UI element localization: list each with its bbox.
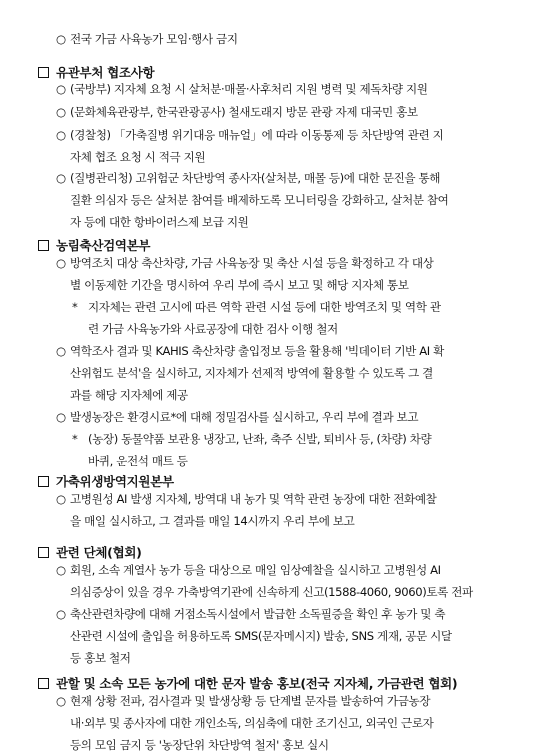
- section-heading: 유관부처 협조사항: [38, 63, 154, 81]
- checkbox-square-icon: [38, 678, 49, 689]
- checkbox-square-icon: [38, 67, 49, 78]
- list-item: ○ 축산관련차량에 대해 거점소독시설에서 발급한 소독필증을 확인 후 농가 및 축 산관련 시설에 출입을 허용하도록 SMS(문자메시지) 발송, SNS 게재, 공문 시달 등 홍보 철저: [56, 603, 452, 669]
- circle-bullet: ○: [56, 256, 66, 270]
- list-item: ○ (국방부) 지자체 요청 시 살처분·매몰·사후처리 지원 병력 및 제독차량 지원: [56, 78, 428, 100]
- list-item: ○ (질병관리청) 고위험군 차단방역 종사자(살처분, 매몰 등)에 대한 문진을 통해 질환 의심자 등은 살처분 참여를 배제하도록 모니터링을 강화하고, 살처분 참여 자 등에 대한 항바이러스제 보급 지원: [56, 167, 448, 233]
- circle-bullet: ○: [56, 694, 66, 708]
- sub-note: * (농장) 동물약품 보관용 냉장고, 난좌, 축주 신발, 퇴비사 등, (차량) 차량 바퀴, 운전석 매트 등: [72, 428, 431, 472]
- checkbox-square-icon: [38, 547, 49, 558]
- list-item: ○ 발생농장은 환경시료*에 대해 정밀검사를 실시하고, 우리 부에 결과 보고: [56, 406, 418, 428]
- checkbox-square-icon: [38, 240, 49, 251]
- section-heading: 가축위생방역지원본부: [38, 472, 174, 490]
- circle-bullet: ○: [56, 171, 66, 185]
- list-item: ○ (경찰청) 「가축질병 위기대응 매뉴얼」에 따라 이동통제 등 차단방역 관련 지 자체 협조 요청 시 적극 지원: [56, 124, 443, 168]
- circle-bullet: ○: [56, 82, 66, 96]
- asterisk-marker: *: [72, 300, 78, 314]
- list-item: ○ (문화체육관광부, 한국관광공사) 철새도래지 방문 관광 자제 대국민 홍보: [56, 101, 418, 123]
- checkbox-square-icon: [38, 476, 49, 487]
- circle-bullet: ○: [56, 410, 66, 424]
- list-item: ○ 현재 상황 전파, 검사결과 및 발생상황 등 단계별 문자를 발송하여 가금농장 내·외부 및 종사자에 대한 개인소독, 의심축에 대한 조기신고, 외국인 근로자 등의 모임 금지 등 '농장단위 차단방역 철저' 홍보 실시: [56, 690, 433, 756]
- circle-bullet: ○: [56, 105, 66, 119]
- list-item: ○ 방역조치 대상 축산차량, 가금 사육농장 및 축산 시설 등을 확정하고 각 대상 별 이동제한 기간을 명시하여 우리 부에 즉시 보고 및 해당 지자체 통보: [56, 252, 433, 296]
- circle-bullet: ○: [56, 492, 66, 506]
- list-item: ○ 고병원성 AI 발생 지자체, 방역대 내 농가 및 역학 관련 농장에 대한 전화예찰 을 매일 실시하고, 그 결과를 매일 14시까지 우리 부에 보고: [56, 488, 436, 532]
- list-item: ○ 회원, 소속 계열사 농가 등을 대상으로 매일 임상예찰을 실시하고 고병원성 AI 의심증상이 있을 경우 가축방역기관에 신속하게 신고(1588-4060, 9060)토록 전파: [56, 559, 473, 603]
- sub-note: * 지자체는 관련 고시에 따른 역학 관련 시설 등에 대한 방역조치 및 역학 관 련 가금 사육농가와 사료공장에 대한 검사 이행 철저: [72, 296, 441, 340]
- list-item: ○ 역학조사 결과 및 KAHIS 축산차량 출입정보 등을 활용해 '빅데이터 기반 AI 확 산위험도 분석'을 실시하고, 지자체가 선제적 방역에 활용할 수 있도록 그 결 과를 해당 지자체에 제공: [56, 340, 444, 406]
- asterisk-marker: *: [72, 432, 78, 446]
- top-item: [56, 28, 238, 50]
- section-heading: 관련 단체(협회): [38, 543, 142, 561]
- circle-bullet: ○: [56, 128, 66, 142]
- section-heading: 농림축산검역본부: [38, 236, 150, 254]
- circle-bullet: ○: [56, 32, 66, 46]
- section-heading: 관할 및 소속 모든 농가에 대한 문자 발송 홍보(전국 지자체, 가금관련 협회): [38, 674, 457, 692]
- circle-bullet: ○: [56, 563, 66, 577]
- circle-bullet: ○: [56, 607, 66, 621]
- item-text: 전국 가금 사육농가 모임·행사 금지: [70, 32, 238, 46]
- circle-bullet: ○: [56, 344, 66, 358]
